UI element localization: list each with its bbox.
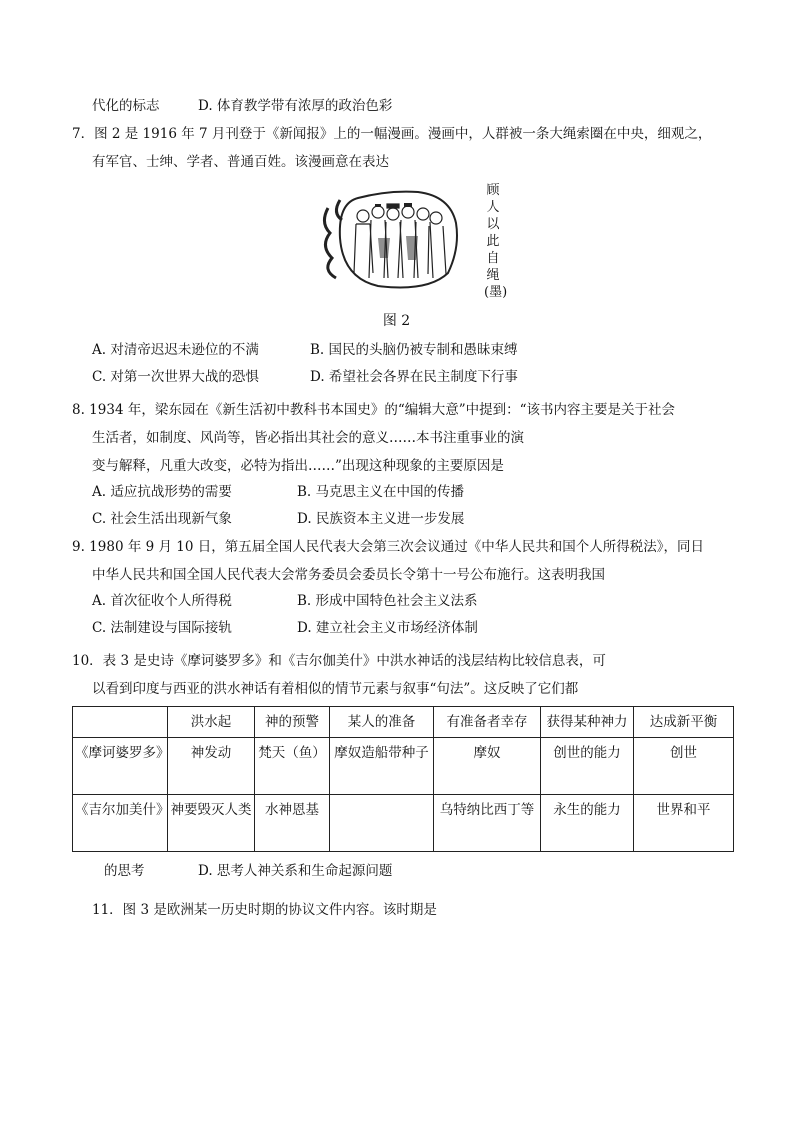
table-row: [73, 738, 734, 795]
q7-option-a: A. 对清帝迟迟未逊位的不满: [92, 342, 259, 358]
q9-stem-line1: 9. 1980 年 9 月 10 日，第五届全国人民代表大会第三次会议通过《中华人民共和国个人所得税法》，同日: [72, 539, 705, 555]
table-cell: 《吉尔加美什》: [73, 795, 168, 852]
cartoon-figure-2: [318, 178, 478, 300]
q6-option-c-tail: 代化的标志: [92, 98, 160, 114]
table-cell: 《摩诃婆罗多》: [73, 738, 168, 795]
table-cell: 神要毁灭人类: [168, 795, 255, 852]
table-header-cell: 洪水起: [168, 707, 255, 738]
table-header-cell: 达成新平衡: [634, 707, 734, 738]
q10-option-d: D. 思考人神关系和生命起源问题: [198, 863, 393, 879]
q8-option-c: C. 社会生活出现新气象: [92, 511, 232, 527]
table-cell: 创世: [634, 738, 734, 795]
q7-stem-line2: 有军官、士绅、学者、普通百姓。该漫画意在表达: [92, 154, 389, 170]
q6-option-d: D. 体育教学带有浓厚的政治色彩: [198, 98, 393, 114]
table-cell: 摩奴造船带种子: [330, 738, 434, 795]
table-cell: [330, 795, 434, 852]
table-cell: 梵天（鱼）: [255, 738, 330, 795]
table-cell: 神发动: [168, 738, 255, 795]
q8-stem-line2: 生活者，如制度、风尚等，皆必指出其社会的意义……本书注重事业的演: [92, 430, 524, 446]
q11-stem: 11．图 3 是欧洲某一历史时期的协议文件内容。该时期是: [92, 902, 437, 918]
q8-option-a: A. 适应抗战形势的需要: [92, 484, 232, 500]
q7-option-c: C. 对第一次世界大战的恐惧: [92, 369, 259, 385]
table-cell: 乌特纳比西丁等: [434, 795, 541, 852]
q7-stem-line1: 7．图 2 是 1916 年 7 月刊登于《新闻报》上的一幅漫画。漫画中，人群被一条大绳索圈在中央，细观之，: [72, 126, 712, 142]
q8-option-d: D. 民族资本主义进一步发展: [297, 511, 465, 527]
table-cell: 摩奴: [434, 738, 541, 795]
flood-myth-comparison-table: [72, 706, 734, 852]
table-header-cell: 有准备者幸存: [434, 707, 541, 738]
table-header-cell: 某人的准备: [330, 707, 434, 738]
table-row: [73, 795, 734, 852]
table-header-row: [73, 707, 734, 738]
table-cell: 水神恩基: [255, 795, 330, 852]
table-cell: 永生的能力: [541, 795, 634, 852]
q7-option-b: B. 国民的头脑仍被专制和愚昧束缚: [310, 342, 518, 358]
table-cell: 创世的能力: [541, 738, 634, 795]
q10-stem-line1: 10．表 3 是史诗《摩诃婆罗多》和《吉尔伽美什》中洪水神话的浅层结构比较信息表，可: [72, 653, 606, 669]
q9-option-a: A. 首次征收个人所得税: [92, 593, 232, 609]
q7-option-d: D. 希望社会各界在民主制度下行事: [310, 369, 518, 385]
table-header-cell: [73, 707, 168, 738]
q9-option-b: B. 形成中国特色社会主义法系: [297, 593, 478, 609]
q9-option-c: C. 法制建设与国际接轨: [92, 620, 232, 636]
q8-stem-line3: 变与解释，凡重大改变，必特为指出……”出现这种现象的主要原因是: [92, 458, 504, 474]
q10-option-c-tail: 的思考: [104, 863, 145, 879]
table-header-cell: 获得某种神力: [541, 707, 634, 738]
q9-option-d: D. 建立社会主义市场经济体制: [297, 620, 478, 636]
figure-2-caption: 图 2: [382, 313, 411, 329]
q9-stem-line2: 中华人民共和国全国人民代表大会常务委员会委员长令第十一号公布施行。这表明我国: [92, 567, 605, 583]
table-cell: 世界和平: [634, 795, 734, 852]
q10-stem-line2: 以看到印度与西亚的洪水神话有着相似的情节元素与叙事“句法”。这反映了它们都: [92, 681, 579, 697]
table-header-cell: 神的预警: [255, 707, 330, 738]
q8-stem-line1: 8. 1934 年，梁东园在《新生活初中教科书本国史》的“编辑大意”中提到：“该书内容主要是关于社会: [72, 402, 676, 418]
q8-option-b: B. 马克思主义在中国的传播: [297, 484, 465, 500]
cartoon-inscription: 顾人以此自绳 (墨): [484, 183, 508, 300]
